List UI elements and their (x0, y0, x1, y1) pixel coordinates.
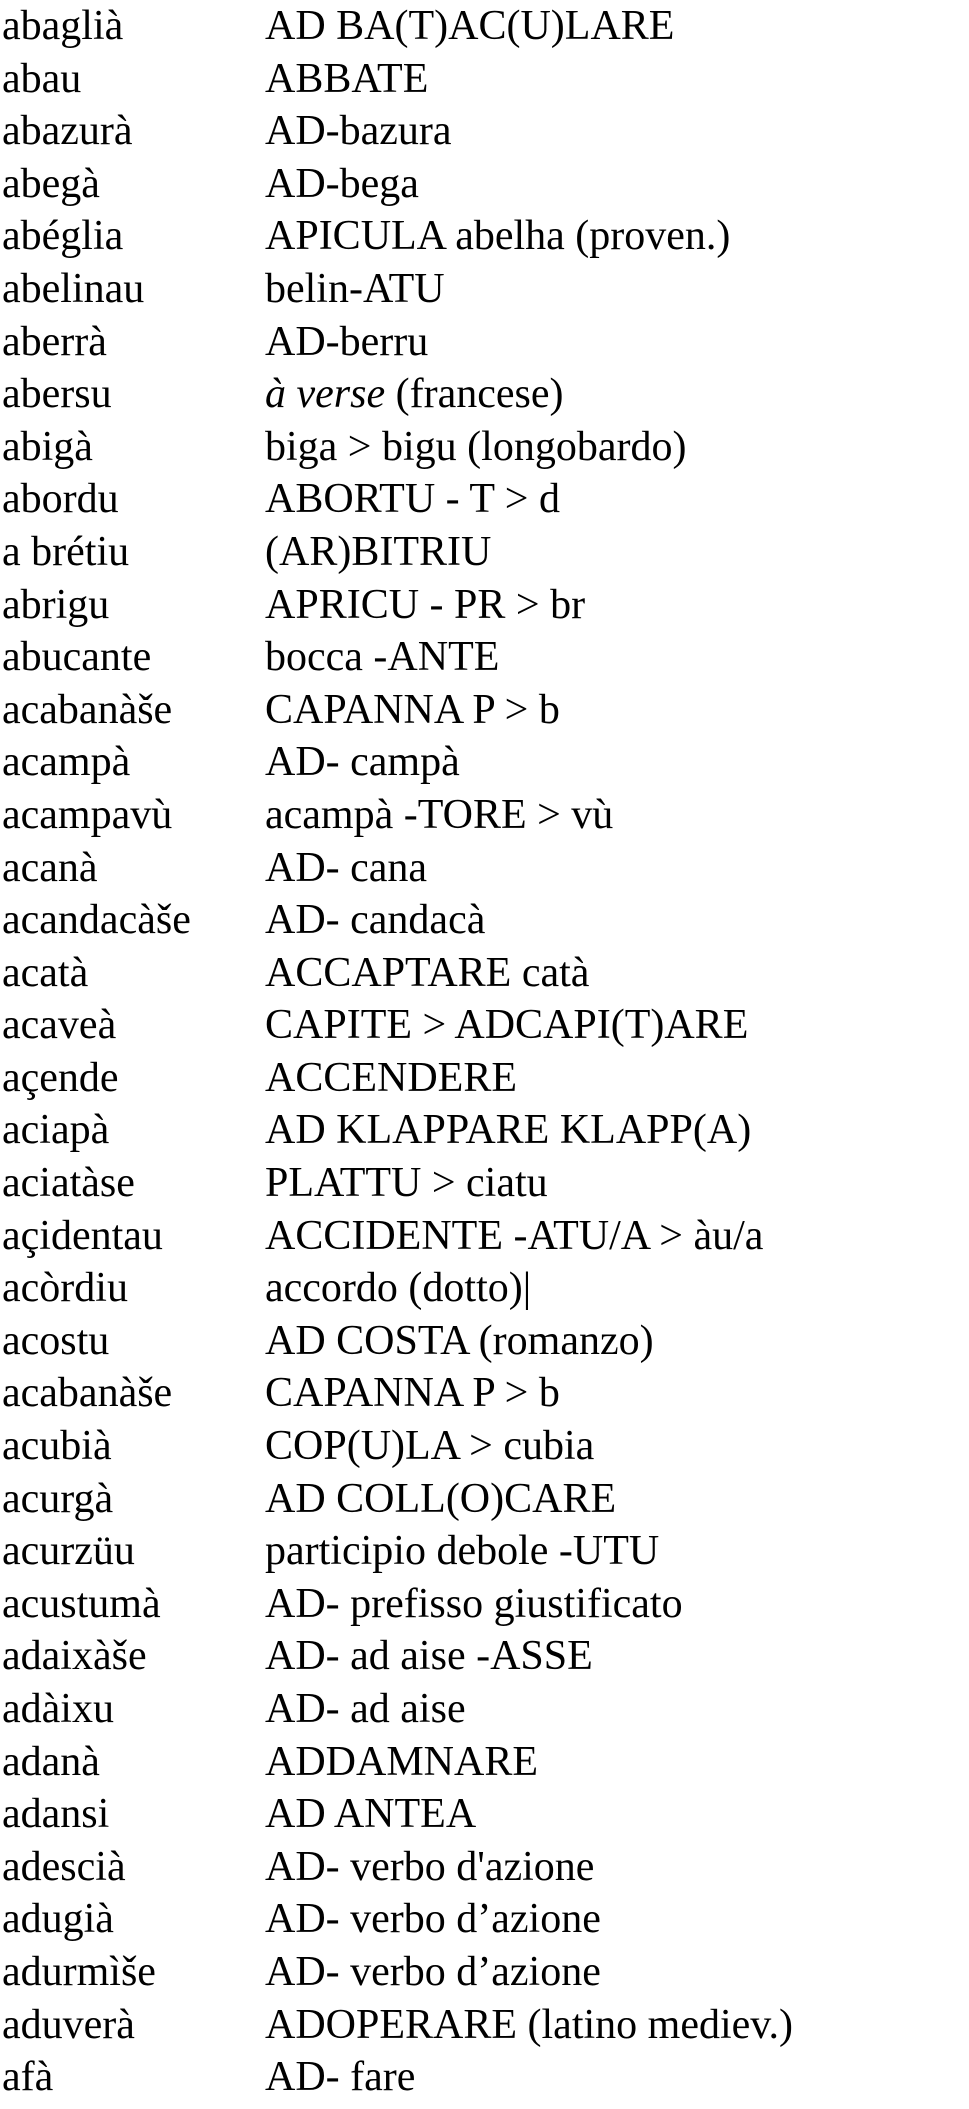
etymology-text: APRICU - PR > br (265, 581, 586, 628)
head-word: aduverà (2, 2001, 135, 2048)
glossary-entry (0, 1946, 969, 1999)
head-word: acaveà (2, 1002, 117, 1049)
glossary-entry (0, 947, 969, 1000)
etymology-text: AD- candacà (265, 897, 486, 944)
etymology-text: ACCENDERE (265, 1054, 517, 1101)
glossary-entry (0, 0, 969, 53)
glossary-entry (0, 999, 969, 1052)
etymology-text: AD COSTA (romanzo) (265, 1317, 654, 1364)
etymology-text: AD- ad aise -ASSE (265, 1633, 593, 1680)
etymology-text: AD- verbo d’azione (265, 1948, 601, 1995)
head-word: aciapà (2, 1107, 110, 1154)
head-word: acanà (2, 844, 98, 891)
glossary-entry (0, 1630, 969, 1683)
glossary-entry (0, 421, 969, 474)
head-word: adansi (2, 1791, 110, 1838)
glossary-entry (0, 53, 969, 106)
etymology-text: (AR)BITRIU (265, 528, 492, 575)
glossary-entry (0, 789, 969, 842)
head-word: acustumà (2, 1580, 161, 1627)
glossary-entry (0, 1525, 969, 1578)
head-word: abelinau (2, 265, 145, 312)
glossary-entry (0, 473, 969, 526)
etymology-text: ABORTU - T > d (265, 476, 560, 523)
etymology-text: COP(U)LA > cubia (265, 1423, 595, 1470)
glossary-entry (0, 894, 969, 947)
etymology-text: AD-bazura (265, 108, 452, 155)
head-word: acampavù (2, 791, 173, 838)
etymology-text: AD- ad aise (265, 1686, 466, 1732)
head-word: acabanàše (2, 1370, 173, 1417)
head-word: aciatàse (2, 1160, 135, 1207)
head-word: abrigu (2, 581, 110, 628)
glossary-entry (0, 1999, 969, 2052)
etymology-text: AD ANTEA (265, 1791, 477, 1838)
glossary-entry (0, 1420, 969, 1473)
head-word: acampà (2, 739, 131, 786)
etymology-italic: à verse (265, 371, 386, 418)
head-word: açende (2, 1054, 119, 1101)
head-word: adescià (2, 1843, 126, 1890)
etymology-text (265, 368, 563, 421)
head-word: aberrà (2, 318, 107, 365)
etymology-text: ACCIDENTE -ATU/A > àu/a (265, 1212, 764, 1259)
glossary-entry (0, 158, 969, 211)
etymology-text: AD BA(T)AC(U)LARE (265, 3, 675, 49)
head-word: abaglià (2, 3, 124, 49)
etymology-text: AD- prefisso giustificato (265, 1580, 683, 1627)
etymology-text: AD COLL(O)CARE (265, 1475, 617, 1522)
head-word: abau (2, 55, 82, 102)
head-word: acandacàše (2, 897, 191, 944)
etymology-text: belin-ATU (265, 265, 445, 312)
glossary-entry (0, 1578, 969, 1631)
glossary-entry (0, 1104, 969, 1157)
glossary-entry (0, 1788, 969, 1841)
head-word: adurmìše (2, 1948, 156, 1995)
etymology-text: AD KLAPPARE KLAPP(A) (265, 1107, 752, 1154)
glossary-entry (0, 210, 969, 263)
glossary-entry (0, 1473, 969, 1526)
glossary-entry (0, 526, 969, 579)
etymology-text: AD- cana (265, 844, 428, 891)
etymology-rest: (francese) (385, 371, 564, 418)
etymology-text: bocca -ANTE (265, 634, 500, 681)
etymology-text: ADOPERARE (latino mediev.) (265, 2001, 794, 2048)
glossary-entry (0, 263, 969, 316)
etymology-text: AD- verbo d’azione (265, 1896, 601, 1943)
glossary-entry (0, 1315, 969, 1368)
etymology-text: AD- fare (265, 2054, 416, 2101)
head-word: abersu (2, 371, 112, 418)
head-word: acatà (2, 949, 89, 996)
head-word: acabanàše (2, 686, 173, 733)
glossary-entry (0, 1157, 969, 1210)
glossary-entry (0, 736, 969, 789)
etymology-text: CAPANNA P > b (265, 686, 560, 733)
etymology-text: ADDAMNARE (265, 1738, 538, 1785)
head-word: acubià (2, 1423, 112, 1470)
glossary-entry (0, 316, 969, 369)
etymology-text: AD- campà (265, 739, 460, 786)
etymology-text: AD-berru (265, 318, 429, 365)
head-word: acurgà (2, 1475, 114, 1522)
etymology-text: CAPANNA P > b (265, 1370, 560, 1417)
head-word: adugià (2, 1896, 114, 1943)
glossary-entry (0, 1841, 969, 1894)
etymology-text: participio debole -UTU (265, 1528, 660, 1575)
glossary-entry (0, 684, 969, 737)
head-word: abazurà (2, 108, 133, 155)
head-word: adàixu (2, 1686, 114, 1732)
glossary-entry (0, 1893, 969, 1946)
head-word: acurzüu (2, 1528, 135, 1575)
head-word: abegà (2, 160, 100, 207)
head-word: afà (2, 2054, 54, 2101)
head-word: adanà (2, 1738, 100, 1785)
head-word: abigà (2, 423, 93, 470)
head-word: adaixàše (2, 1633, 147, 1680)
etymology-text: AD-bega (265, 160, 419, 207)
glossary-entry (0, 105, 969, 158)
glossary-entry (0, 368, 969, 421)
glossary-entry (0, 631, 969, 684)
head-word: acostu (2, 1317, 110, 1364)
etymology-text: APICULA abelha (proven.) (265, 213, 731, 260)
etymology-text: accordo (dotto)| (265, 1265, 532, 1312)
etymology-text: biga > bigu (longobardo) (265, 423, 687, 470)
head-word: abéglia (2, 213, 124, 260)
head-word: a brétiu (2, 528, 130, 575)
head-word: açidentau (2, 1212, 163, 1259)
glossary-entry (0, 1052, 969, 1105)
glossary-entry (0, 1210, 969, 1263)
etymology-text: AD- verbo d'azione (265, 1843, 595, 1890)
glossary-entry (0, 842, 969, 895)
glossary-entry (0, 1262, 969, 1315)
head-word: acòrdiu (2, 1265, 128, 1312)
glossary-entry (0, 1683, 969, 1736)
etymology-text: ACCAPTARE catà (265, 949, 590, 996)
glossary-entry (0, 1736, 969, 1789)
glossary-entry (0, 2051, 969, 2104)
etymology-text: CAPITE > ADCAPI(T)ARE (265, 1002, 749, 1049)
etymology-text: PLATTU > ciatu (265, 1160, 548, 1207)
etymology-text: ABBATE (265, 55, 429, 102)
glossary-entry (0, 1367, 969, 1420)
glossary-entry (0, 579, 969, 632)
head-word: abucante (2, 634, 152, 681)
head-word: abordu (2, 476, 119, 523)
etymology-text: acampà -TORE > vù (265, 791, 614, 838)
